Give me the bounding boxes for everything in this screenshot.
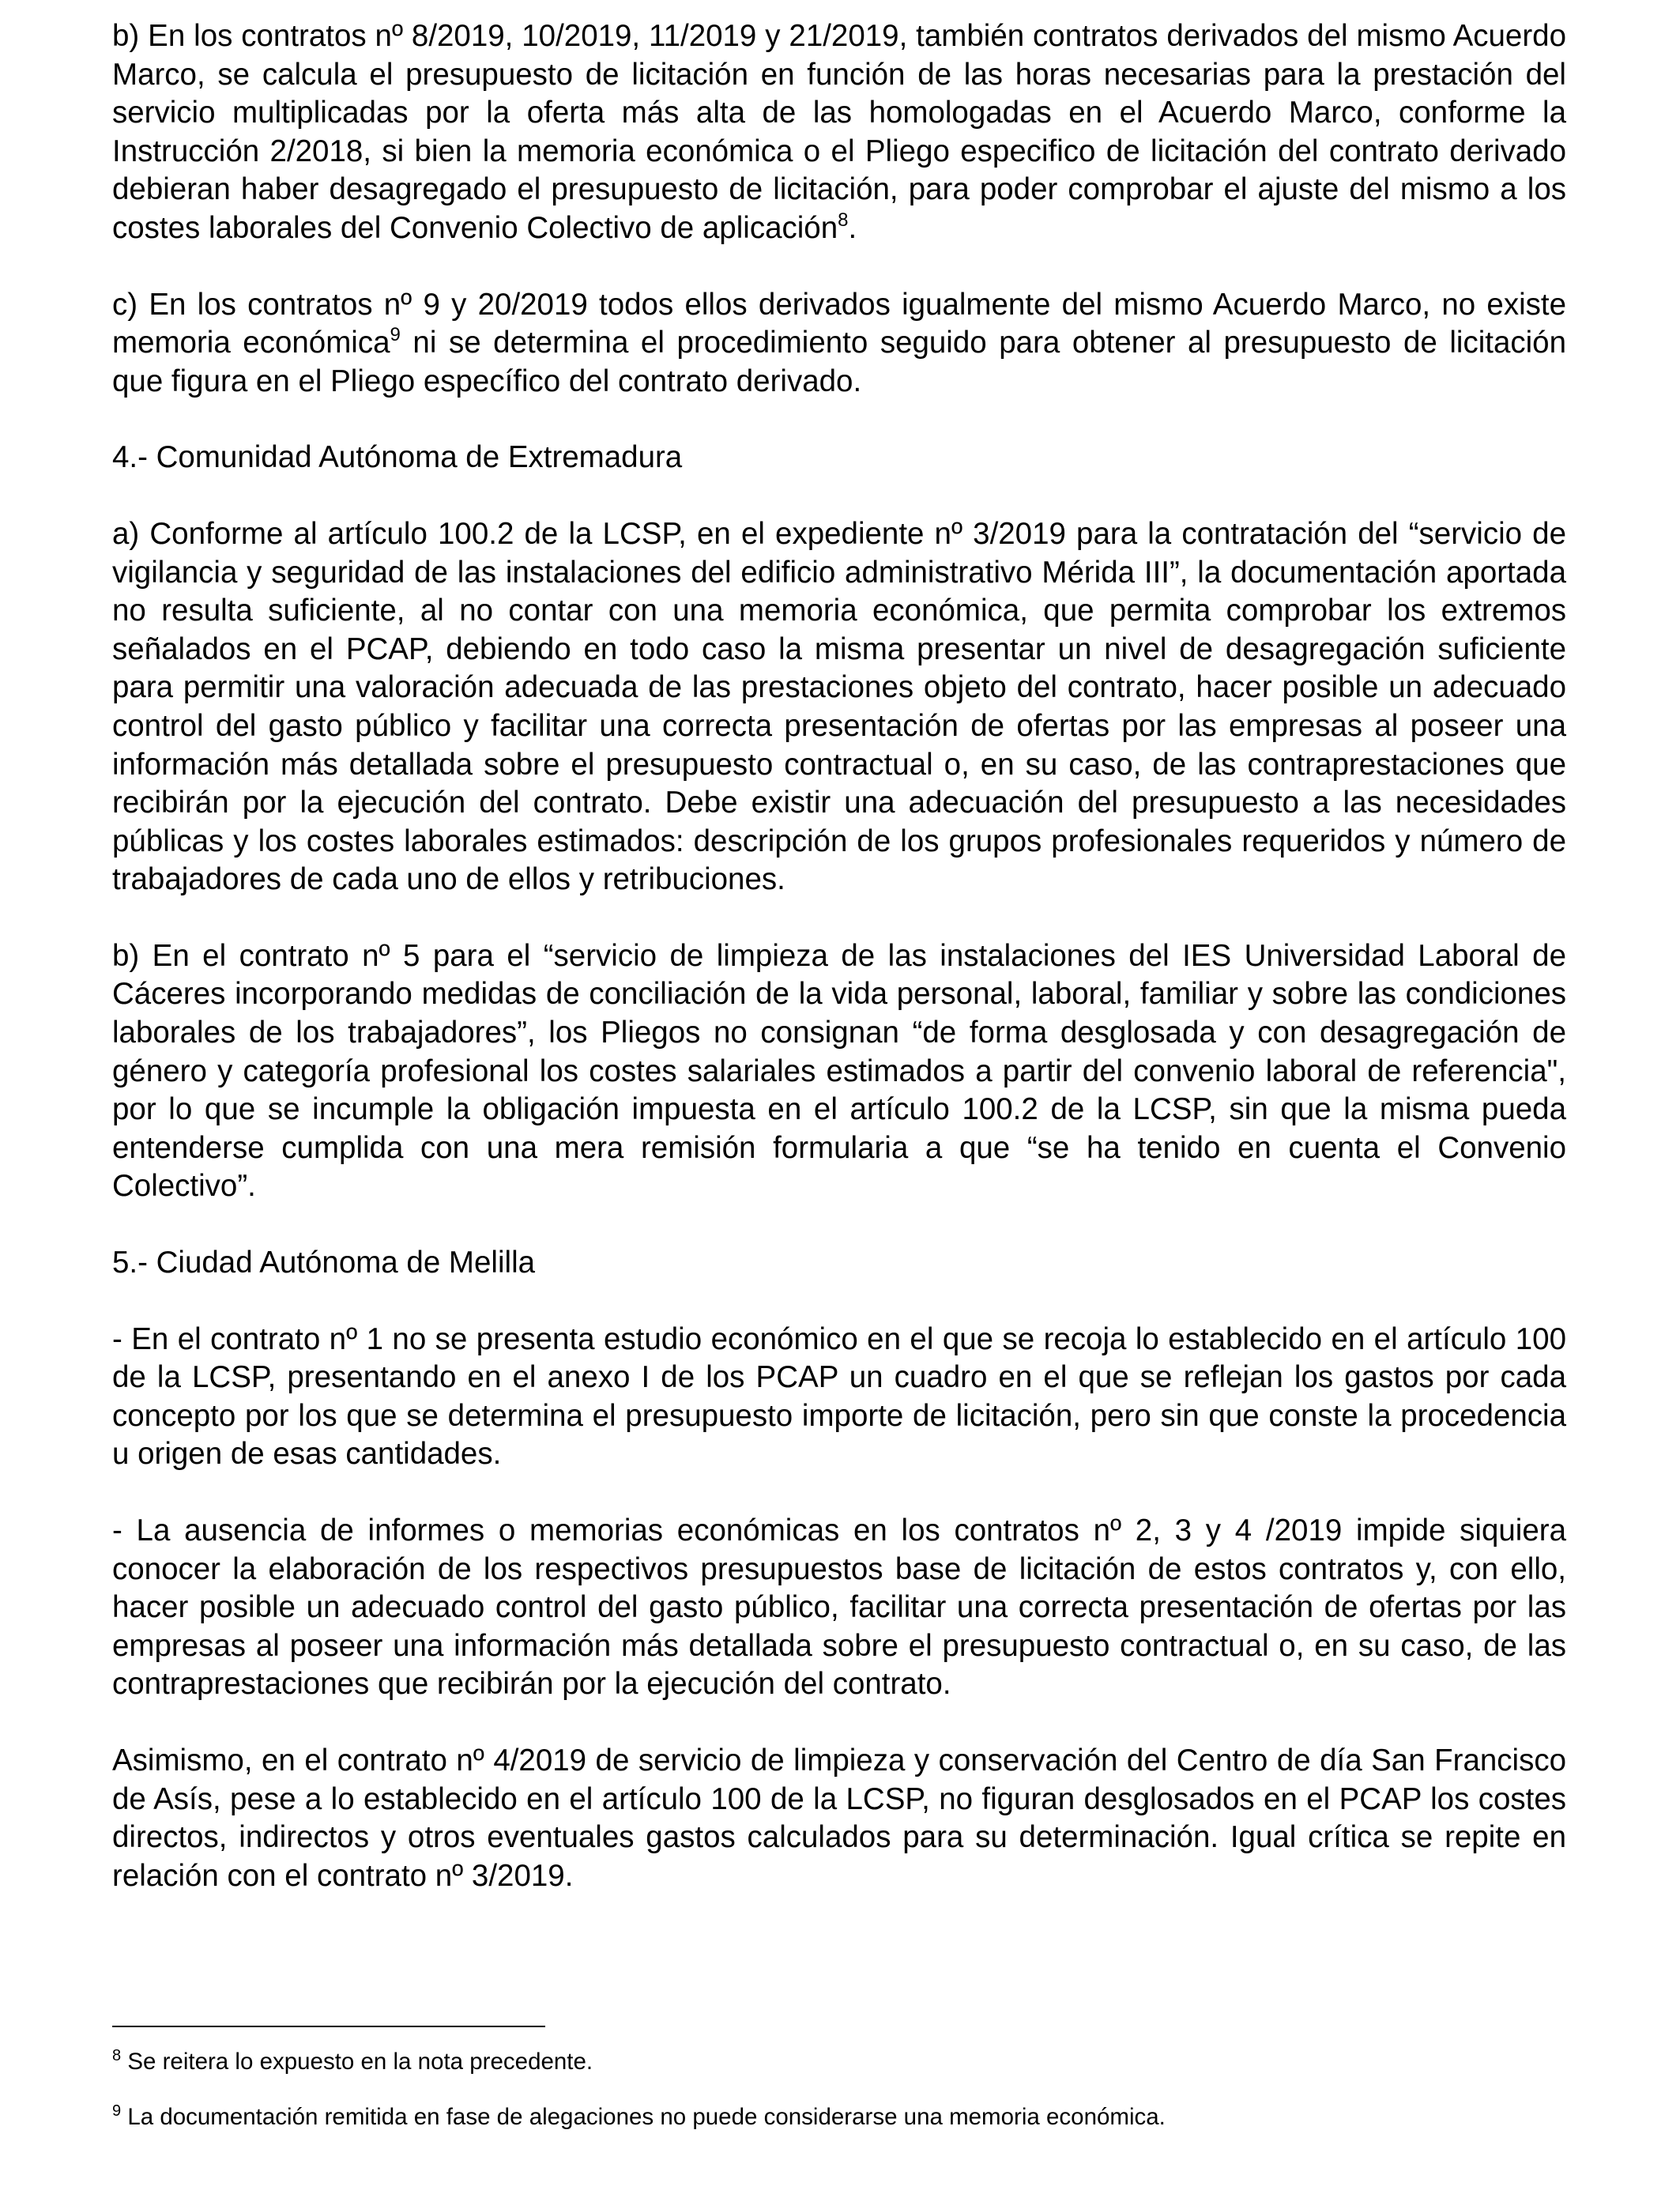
footnotes [112,2047,1566,2158]
footnote-9 [112,2102,1566,2132]
footnote-text: La documentación remitida en fase de alegaciones no puede considerarse una memoria económica. [121,2104,1166,2130]
document-body [112,17,1566,1933]
footnote-number: 9 [112,2102,122,2120]
footnote-text: Se reitera lo expuesto en la nota precedente. [121,2049,593,2075]
paragraph-a-extremadura: a) Conforme al artículo 100.2 de la LCSP, en el expediente nº 3/2019 para la contratación del “servicio de vigilancia y seguridad de las instalaciones del edificio administrativo Mérida III”, la documentación aportada no resulta suficiente, al no contar con una memoria económica, que permita comprobar los extremos señalados en el PCAP, debiendo en todo caso la misma presentar un nivel de desagregación suficiente para permitir una valoración adecuada de las prestaciones objeto del contrato, hacer posible un adecuado control del gasto público y facilitar una correcta presentación de ofertas por las empresas al poseer una información más detallada sobre el presupuesto contractual o, en su caso, de las contraprestaciones que recibirán por la ejecución del contrato. Debe existir una adecuación del presupuesto a las necesidades públicas y los costes laborales estimados: descripción de los grupos profesionales requeridos y número de trabajadores de cada uno de ellos y retribuciones. [112,516,1566,897]
paragraph-melilla-contract-1: - En el contrato nº 1 no se presenta estudio económico en el que se recoja lo establecido en el artículo 100 de la LCSP, presentando en el anexo I de los PCAP un cuadro en el que se reflejan los gastos por cada concepto por los que se determina el presupuesto importe de licitación, pero sin que conste la procedencia u origen de esas cantidades. [112,1321,1566,1472]
paragraph-melilla-asimismo: Asimismo, en el contrato nº 4/2019 de servicio de limpieza y conservación del Centro de día San Francisco de Asís, pese a lo establecido en el artículo 100 de la LCSP, no figuran desglosados en el PCAP los costes directos, indirectos y otros eventuales gastos calculados para su determinación. Igual crítica se repite en relación con el contrato nº 3/2019. [112,1743,1566,1893]
paragraph-melilla-contracts-2-3-4: - La ausencia de informes o memorias económicas en los contratos nº 2, 3 y 4 /2019 impide siquiera conocer la elaboración de los respectivos presupuestos base de licitación de estos contratos y, con ello, hacer posible un adecuado control del gasto público, facilitar una correcta presentación de ofertas por las empresas al poseer una información más detallada sobre el presupuesto contractual o, en su caso, de las contraprestaciones que recibirán por la ejecución del contrato. [112,1514,1566,1702]
paragraph-text: c) En los contratos nº 9 y 20/2019 todos ellos derivados igualmente del mismo Acuerdo Marco, no existe memoria económica [112,287,1566,360]
paragraph-b-contracts-8-10-11-21 [112,17,1566,248]
section-heading-extremadura: 4.- Comunidad Autónoma de Extremadura [112,440,683,475]
footnote-ref-9[interactable]: 9 [390,324,401,346]
paragraph-c-contracts-9-20 [112,286,1566,401]
paragraph-text: b) En los contratos nº 8/2019, 10/2019, 11/2019 y 21/2019, también contratos derivados del mismo Acuerdo Marco, se calcula el presupuesto de licitación en función de las horas necesarias para la prestación del servicio multiplicadas por la oferta más alta de las homologadas en el Acuerdo Marco, conforme la Instrucción 2/2018, si bien la memoria económica o el Pliego especifico de licitación del contrato derivado debieran haber desagregado el presupuesto de licitación, para poder comprobar el ajuste del mismo a los costes laborales del Convenio Colectivo de aplicación [112,19,1566,245]
section-heading-melilla: 5.- Ciudad Autónoma de Melilla [112,1246,536,1280]
paragraph-b-extremadura: b) En el contrato nº 5 para el “servicio de limpieza de las instalaciones del IES Universidad Laboral de Cáceres incorporando medidas de conciliación de la vida personal, laboral, familiar y sobre las condiciones laborales de los trabajadores”, los Pliegos no consignan “de forma desglosada y con desagregación de género y categoría profesional los costes salariales estimados a partir del convenio laboral de referencia", por lo que se incumple la obligación impuesta en el artículo 100.2 de la LCSP, sin que la misma pueda entenderse cumplida con una mera remisión formularia a que “se ha tenido en cuenta el Convenio Colectivo”. [112,938,1566,1204]
paragraph-text-tail: ni se determina el procedimiento seguido para obtener al presupuesto de licitación que figura en el Pliego específico del contrato derivado. [112,326,1566,398]
paragraph-text-tail: . [848,210,857,245]
footnote-8 [112,2047,1566,2077]
footnote-separator [112,2026,545,2027]
footnote-ref-8[interactable]: 8 [838,209,849,231]
footnote-number: 8 [112,2047,122,2064]
